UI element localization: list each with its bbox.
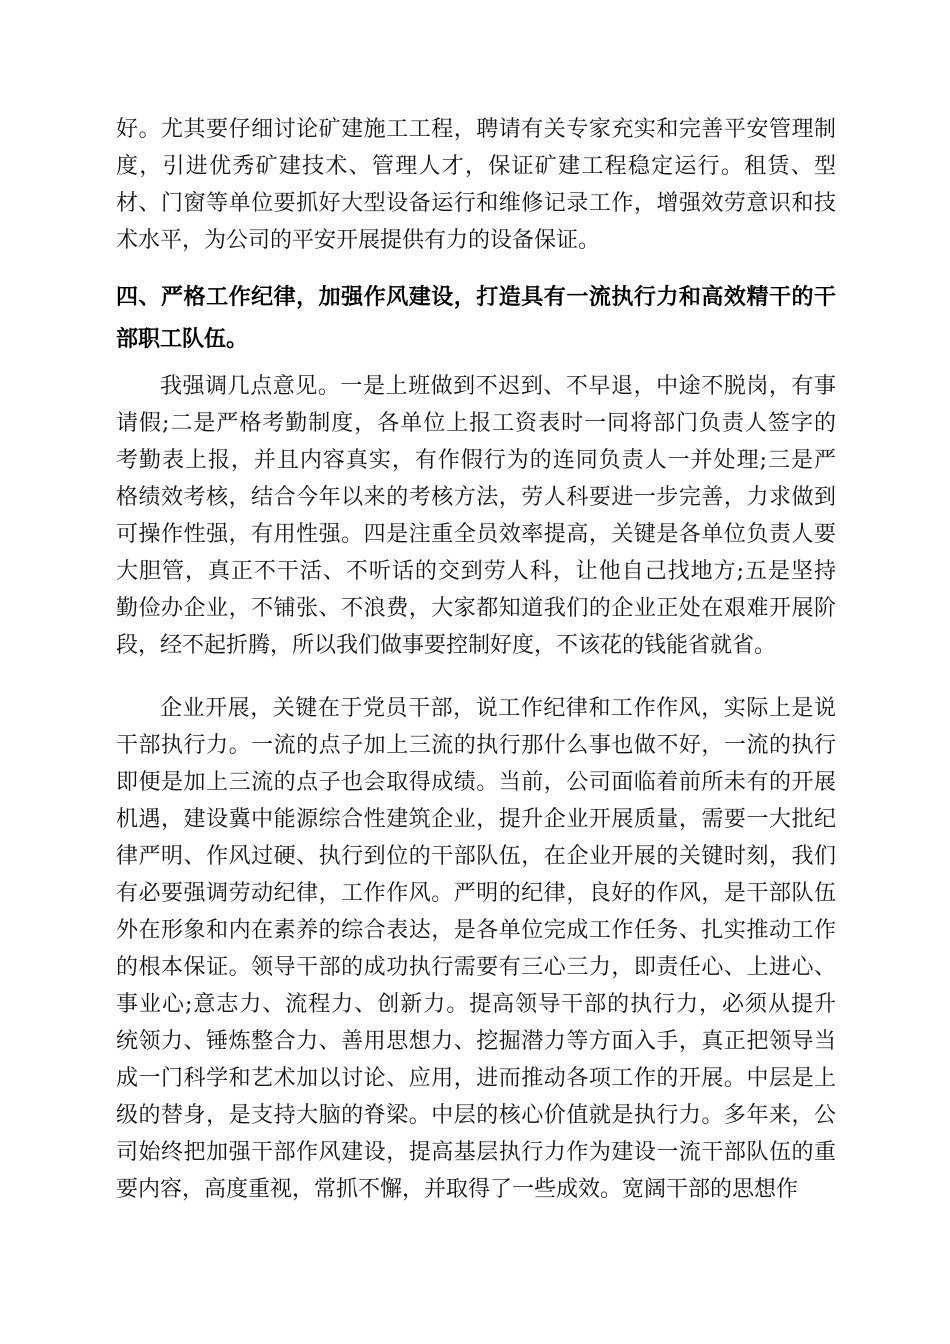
text-line: 我强调几点意见。一是上班做到不迟到、不早退，中途不脱岗，有事 xyxy=(160,374,836,399)
text-line: 大胆管，真正不干活、不听话的交到劳人科，让他自己找地方;五是坚持 xyxy=(116,559,836,584)
text-line: 司始终把加强干部作风建设，提高基层执行力作为建设一流干部队伍的重 xyxy=(116,1140,836,1165)
text-line: 段，经不起折腾，所以我们做事要控制好度，不该花的钱能省就省。 xyxy=(116,633,777,658)
text-line: 请假;二是严格考勤制度，各单位上报工资表时一同将部门负责人签字的 xyxy=(116,411,836,436)
text-line: 即便是加上三流的点子也会取得成绩。当前，公司面临着前所未有的开展 xyxy=(116,770,836,795)
text-line: 可操作性强，有用性强。四是注重全员效率提高，关键是各单位负责人要 xyxy=(116,522,836,547)
text-line: 企业开展，关键在于党员干部，说工作纪律和工作作风，实际上是说 xyxy=(160,696,836,721)
text-line: 勤俭办企业，不铺张、不浪费，大家都知道我们的企业正处在艰难开展阶 xyxy=(116,596,836,621)
text-line: 考勤表上报，并且内容真实，有作假行为的连同负责人一并处理;三是严 xyxy=(116,448,836,473)
text-line: 有必要强调劳动纪律，工作作风。严明的纪律，良好的作风，是干部队伍 xyxy=(116,881,836,906)
text-line: 外在形象和内在素养的综合表达，是各单位完成工作任务、扎实推动工作 xyxy=(116,918,836,943)
section-heading-four xyxy=(116,277,836,361)
text-line: 格绩效考核，结合今年以来的考核方法，劳人科要进一步完善，力求做到 xyxy=(116,485,836,510)
text-line: 机遇，建设冀中能源综合性建筑企业，提升企业开展质量，需要一大批纪 xyxy=(116,807,836,832)
text-line: 级的替身，是支持大脑的脊梁。中层的核心价值就是执行力。多年来，公 xyxy=(116,1103,836,1128)
text-line: 好。尤其要仔细讨论矿建施工工程，聘请有关专家充实和完善平安管理制 xyxy=(116,117,836,142)
paragraph-discipline-points xyxy=(116,368,836,664)
paragraph-execution-power xyxy=(116,690,836,1208)
text-line: 要内容，高度重视，常抓不懈，并取得了一些成效。宽阔干部的思想作 xyxy=(116,1177,799,1202)
text-line: 律严明、作风过硬、执行到位的干部队伍，在企业开展的关键时刻，我们 xyxy=(116,844,836,869)
heading-line: 四、严格工作纪律，加强作风建设，打造具有一流执行力和高效精干的干 xyxy=(116,285,836,310)
text-line: 事业心;意志力、流程力、创新力。提高领导干部的执行力，必须从提升 xyxy=(116,992,836,1017)
text-line: 统领力、锤炼整合力、善用思想力、挖掘潜力等方面入手，真正把领导当 xyxy=(116,1029,836,1054)
heading-line: 部职工队伍。 xyxy=(116,327,249,352)
paragraph-equipment-safety xyxy=(116,111,836,259)
text-line: 成一门科学和艺术加以讨论、应用，进而推动各项工作的开展。中层是上 xyxy=(116,1066,836,1091)
text-line: 干部执行力。一流的点子加上三流的执行那什么事也做不好，一流的执行 xyxy=(116,733,836,758)
text-line: 术水平，为公司的平安开展提供有力的设备保证。 xyxy=(116,228,601,253)
text-line: 的根本保证。领导干部的成功执行需要有三心三力，即责任心、上进心、 xyxy=(116,955,836,980)
text-line: 材、门窗等单位要抓好大型设备运行和维修记录工作，增强效劳意识和技 xyxy=(116,191,836,216)
text-line: 度，引进优秀矿建技术、管理人才，保证矿建工程稳定运行。租赁、型 xyxy=(116,154,836,179)
